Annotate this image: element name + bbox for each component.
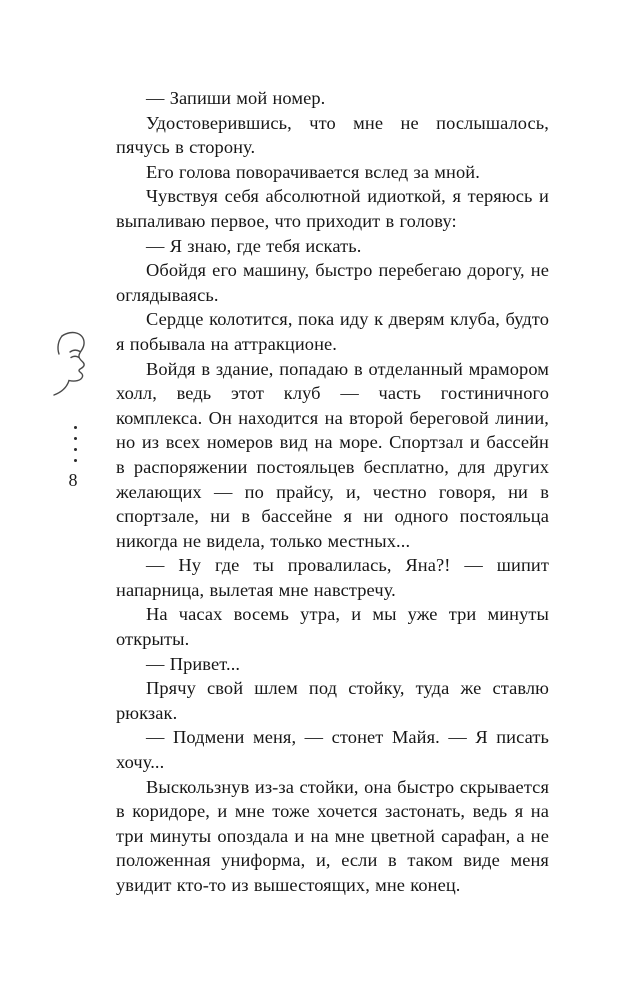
paragraph: — Ну где ты провалилась, Яна?! — шипит напарница, вылетая мне навстречу. [116, 555, 549, 600]
paragraph: На часах восемь утра, и мы уже три минуты открыты. [116, 604, 549, 650]
paragraph: Войдя в здание, попадаю в отделанный мрамором холл, ведь этот клуб — часть гостиничного комплекса. Он находится на второй береговой линии, но из всех номеров вид на море. Спортзал и бассейн в распоряжении постояльцев бесплатно, для других желающих — по прайсу, и, честно говоря, ни в спортзале, ни в бассейне я ни одного постояльца никогда не видела, только местных... [116, 358, 549, 551]
face-line-art-icon [48, 328, 100, 408]
paragraph: — Запиши мой номер. [146, 88, 326, 108]
paragraph: — Я знаю, где тебя искать. [146, 235, 362, 256]
paragraph: Чувствуя себя абсолютной идиоткой, я теряюсь и выпаливаю первое, что приходит в голову: [116, 186, 549, 231]
paragraph: Выскользнув из-за стойки, она быстро скрывается в коридоре, и мне тоже хочется застонать, ведь я на три минуты опоздала и на мне цветной сарафан, а не положенная униформа, и, если в таком виде меня увидит кто-то из вышестоящих, мне конец. [116, 776, 549, 895]
paragraph: Сердце колотится, пока иду к дверям клуба, будто я побывала на аттракционе. [116, 309, 549, 354]
paragraph: Прячу свой шлем под стойку, туда же ставлю рюкзак. [116, 678, 549, 723]
paragraph: — Подмени меня, — стонет Майя. — Я писать хочу... [116, 727, 549, 773]
text-block [116, 86, 549, 898]
vertical-ellipsis-dots-icon [71, 426, 79, 462]
paragraph: Его голова поворачивается вслед за мной. [146, 161, 480, 182]
paragraph: — Привет... [146, 653, 241, 674]
paragraph: Обойдя его машину, быстро перебегаю дорогу, не оглядываясь. [116, 260, 549, 305]
paragraph: Удостоверившись, что мне не послышалось, пячусь в сторону. [116, 112, 549, 158]
page-number: 8 [68, 470, 78, 490]
